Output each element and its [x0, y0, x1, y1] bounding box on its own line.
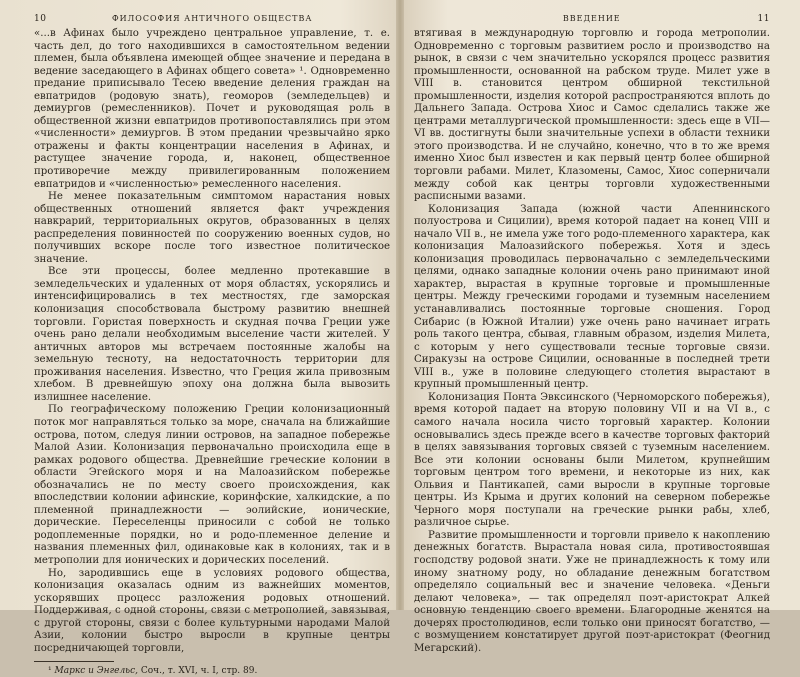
right-running-title: ВВЕДЕНИЕ	[562, 14, 621, 23]
paragraph: втягивая в международную торговлю и города метрополии. Одновременно с торговым развитием росло и производство на рынок, в связи с чем значительно ускорялся процесс развития промышленности, основанной на рабском труде. Милет уже в VIII в. становится центром обширной текстильной промышленности, изделия которой распространяются вплоть до Дальнего Запада. Острова Хиос и Самос сделались также же центрами металлургической промышленности: здесь еще в VII—VI вв. достигнуты были значительные успехи в области техники этого производства. И не случайно, конечно, что в то же время именно Хиос был известен и как первый центр более обширной торговли рабами. Милет, Клазомены, Самос, Хиос соперничали между собой как центры торговли художественными расписными вазами.	[414, 28, 770, 203]
paragraph: Все эти процессы, более медленно протекавшие в земледельческих и удаленных от моря областях, ускорялись и интенсифицировались в тех местностях, где заморская колонизация способствовала быстрому развитию внешней торговли. Гористая поверхность и скудная почва Греции уже очень рано делали необходимым выселение части жителей. У античных авторов мы встречаем постоянные жалобы на земельную тесноту, на недостаточность территории для проживания населения. Известно, что Греция жила привозным хлебом. В древнейшую эпоху она должна была вывозить излишнее население.	[34, 266, 390, 403]
left-running-title: ФИЛОСОФИЯ АНТИЧНОГО ОБЩЕСТВА	[112, 14, 313, 23]
left-page-number: 10	[34, 14, 47, 24]
paragraph: «...в Афинах было учреждено центральное управление, т. е. часть дел, до того находившихся в самостоятельном ведении племен, была объявлена имеющей общее значение и передана в ведение заседающего в Афинах общего совета» ¹. Одновременно предание приписывало Тесею введение деления граждан на евпатридов (родовую знать), геоморов (земледельцев) и демиургов (ремесленников). Почет и руководящая роль в общественной жизни евпатридов противопоставлялись при этом «численности» демиургов. В этом предании чрезвычайно ярко отражены и факты концентрации населения в Афинах, и растущее значение города, и, наконец, общественное противоречие между привилегированным положением евпатридов и «численностью» ремесленного населения.	[34, 28, 390, 190]
footnote-author: Маркс и Энгельс,	[54, 666, 138, 677]
right-running-head	[414, 14, 770, 24]
paragraph: Колонизация Запада (южной части Апеннинского полуострова и Сицилии), время которой падает на конец VIII и начало VII в., не имела уже того родо-племенного характера, как колонизация Малоазийского побережья. Хотя и здесь колонизация проводилась первоначально с земледельческими целями, однако западные колонии очень рано принимают иной характер, вырастая в крупные торговые и промышленные центры. Между греческими городами и туземным населением устанавливались постоянные торговые сношения. Город Сибарис (в Южной Италии) уже очень рано начинает играть роль такого центра, сбывая, главным образом, изделия Милета, с которым у него существовали тесные торговые связи. Сиракузы на острове Сицилии, основанные в последней трети VIII в., уже в половине следующего столетия вырастают в крупный промышленный центр.	[414, 203, 770, 391]
footnote-marker: ¹	[48, 666, 52, 677]
right-page	[400, 0, 800, 654]
right-page-number: 11	[757, 14, 770, 24]
paragraph: Но, зародившись еще в условиях родового общества, колонизация оказалась одним из важнейших моментов, ускорявших процесс разложения родовых отношений. Поддерживая, с одной стороны, связи с метрополией, завязывая, с другой стороны, связи с более культурными народами Малой Азии, колонии быстро выросли в крупные центры посредничающей торговли,	[34, 567, 390, 654]
left-body-text	[34, 28, 390, 655]
paragraph: Колонизация Понта Эвксинского (Черноморского побережья), время которой падает на вторую половину VII и на VI в., с самого начала носила чисто торговый характер. Колонии основывались здесь прежде всего в качестве торговых факторий в целях завязывания торговых связей с туземным населением. Все эти колонии основаны были Милетом, крупнейшим торговым центром того времени, и некоторые из них, как Ольвия и Пантикапей, сами выросли в крупные торговые центры. Из Крыма и других колоний на северном побережье Черного моря поступали на греческие рынки рабы, хлеб, различное сырье.	[414, 391, 770, 529]
left-running-head	[34, 14, 390, 24]
book-gutter	[396, 0, 404, 610]
right-body-text	[414, 28, 770, 655]
footnote-divider	[34, 661, 114, 662]
footnote	[34, 666, 390, 677]
footnote-text: Соч., т. XVI, ч. I, стр. 89.	[140, 666, 258, 677]
paragraph: Развитие промышленности и торговли привело к накоплению денежных богатств. Вырастала новая сила, противостоявшая господству родовой знати. Уже не принадлежность к тому или иному знатному роду, но обладание денежным богатством определяло социальный вес и значение человека. «Деньги делают человека», — так определял поэт-аристократ Алкей основную тенденцию своего времени. Благородные женятся на дочерях простолюдинов, если только они приносят богатство, — с возмущением констатирует другой поэт-аристократ (Феогнид Мегарский).	[414, 529, 770, 654]
paragraph: Не менее показательным симптомом нарастания новых общественных отношений является факт учреждения навкрарий, территориальных округов, образованных в целях распределения повинностей по сооружению военных судов, но получивших вскоре после того известное политическое значение.	[34, 191, 390, 265]
paragraph: По географическому положению Греции колонизационный поток мог направляться только за море, сначала на ближайшие острова, потом, следуя линии островов, на западное побережье Малой Азии. Колонизация первоначально происходила еще в рамках родового общества. Древнейшие греческие колонии в области Эгейского моря и на Малоазийском побережье обозначались не по месту своего происхождения, как впоследствии колонии афинские, коринфские, халкидские, а по племенной принадлежности — эолийские, ионические, дорические. Переселенцы приносили с собой не только родоплеменные порядки, но и родо-племенное деление и названия племенных фил, одинаковые как в колониях, так и в метрополии для ионических и дорических поселений.	[34, 404, 390, 566]
